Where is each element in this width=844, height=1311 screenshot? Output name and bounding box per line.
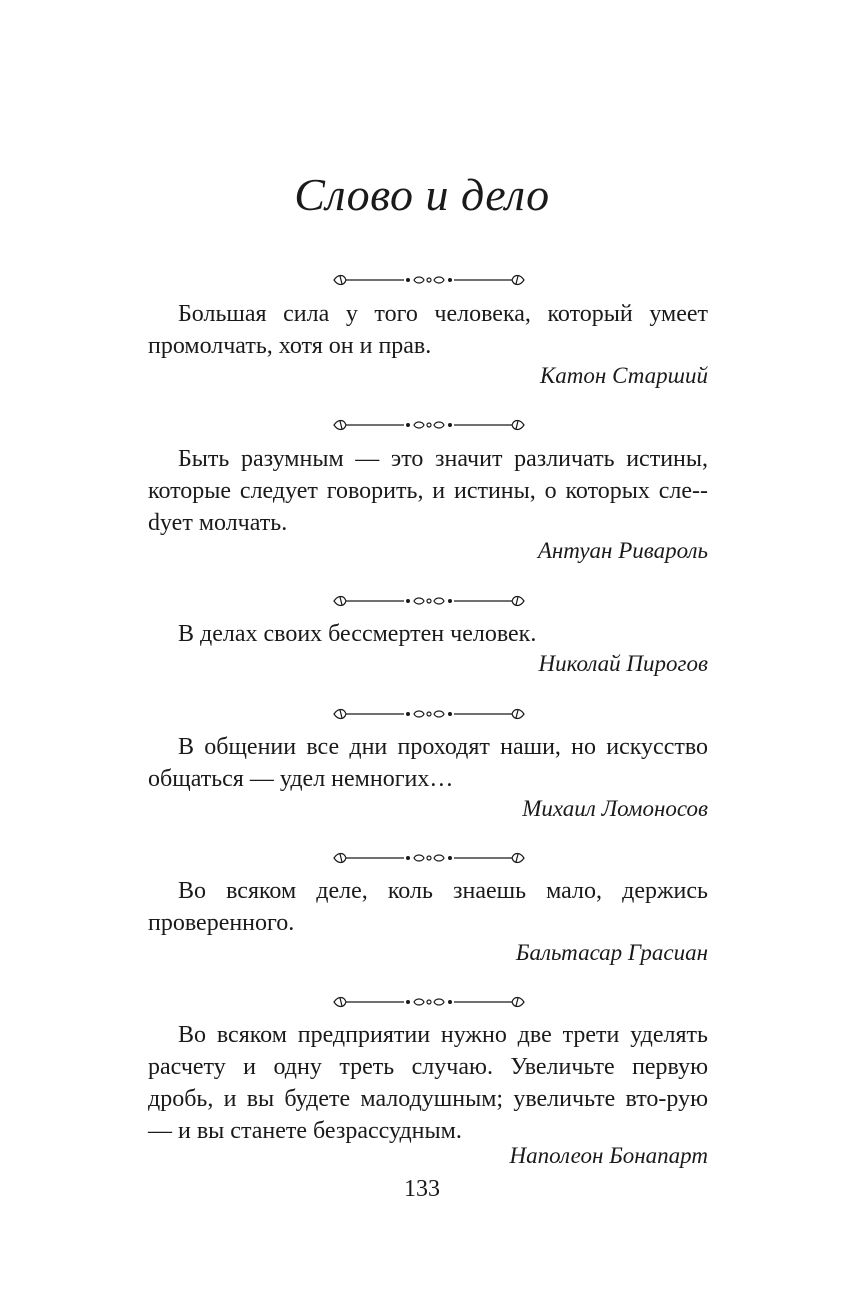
ornament-divider <box>332 851 526 865</box>
quote-text: В делах своих бессмертен человек. <box>178 621 537 647</box>
page-title: Слово и дело <box>294 169 550 220</box>
quote-author: Бальтасар Грасиан <box>515 940 708 965</box>
page-number: 133 <box>404 1176 440 1202</box>
quote-author: Катон Старший <box>540 363 708 388</box>
quote-author: Николай Пирогов <box>538 651 708 676</box>
quote-text: Большая сила у того человека, который умеет промолчать, хотя он и прав. <box>148 301 708 359</box>
ornament-divider <box>332 418 526 432</box>
ornament-divider <box>332 707 526 721</box>
ornament-divider <box>332 594 526 608</box>
quote-text: Во всяком предприятии нужно две трети уделять расчету и одну треть случаю. Увеличьте первую дробь, и вы будете малодушным; увеличьте вто-рую — и вы станете безрассудным. <box>148 1022 708 1144</box>
quote-text: Во всяком деле, коль знаешь мало, держись проверенного. <box>148 878 708 936</box>
ornament-divider <box>332 273 526 287</box>
ornament-divider <box>332 995 526 1009</box>
quote-author: Михаил Ломоносов <box>522 796 708 821</box>
quote-text: В общении все дни проходят наши, но искусство общаться — удел немногих… <box>148 734 708 792</box>
quote-author: Наполеон Бонапарт <box>509 1143 708 1168</box>
quote-author: Антуан Ривароль <box>537 538 708 563</box>
quote-text: Быть разумным — это значит различать истины, которые следует говорить, и истины, о которых сле-dует молчать. <box>148 446 708 536</box>
